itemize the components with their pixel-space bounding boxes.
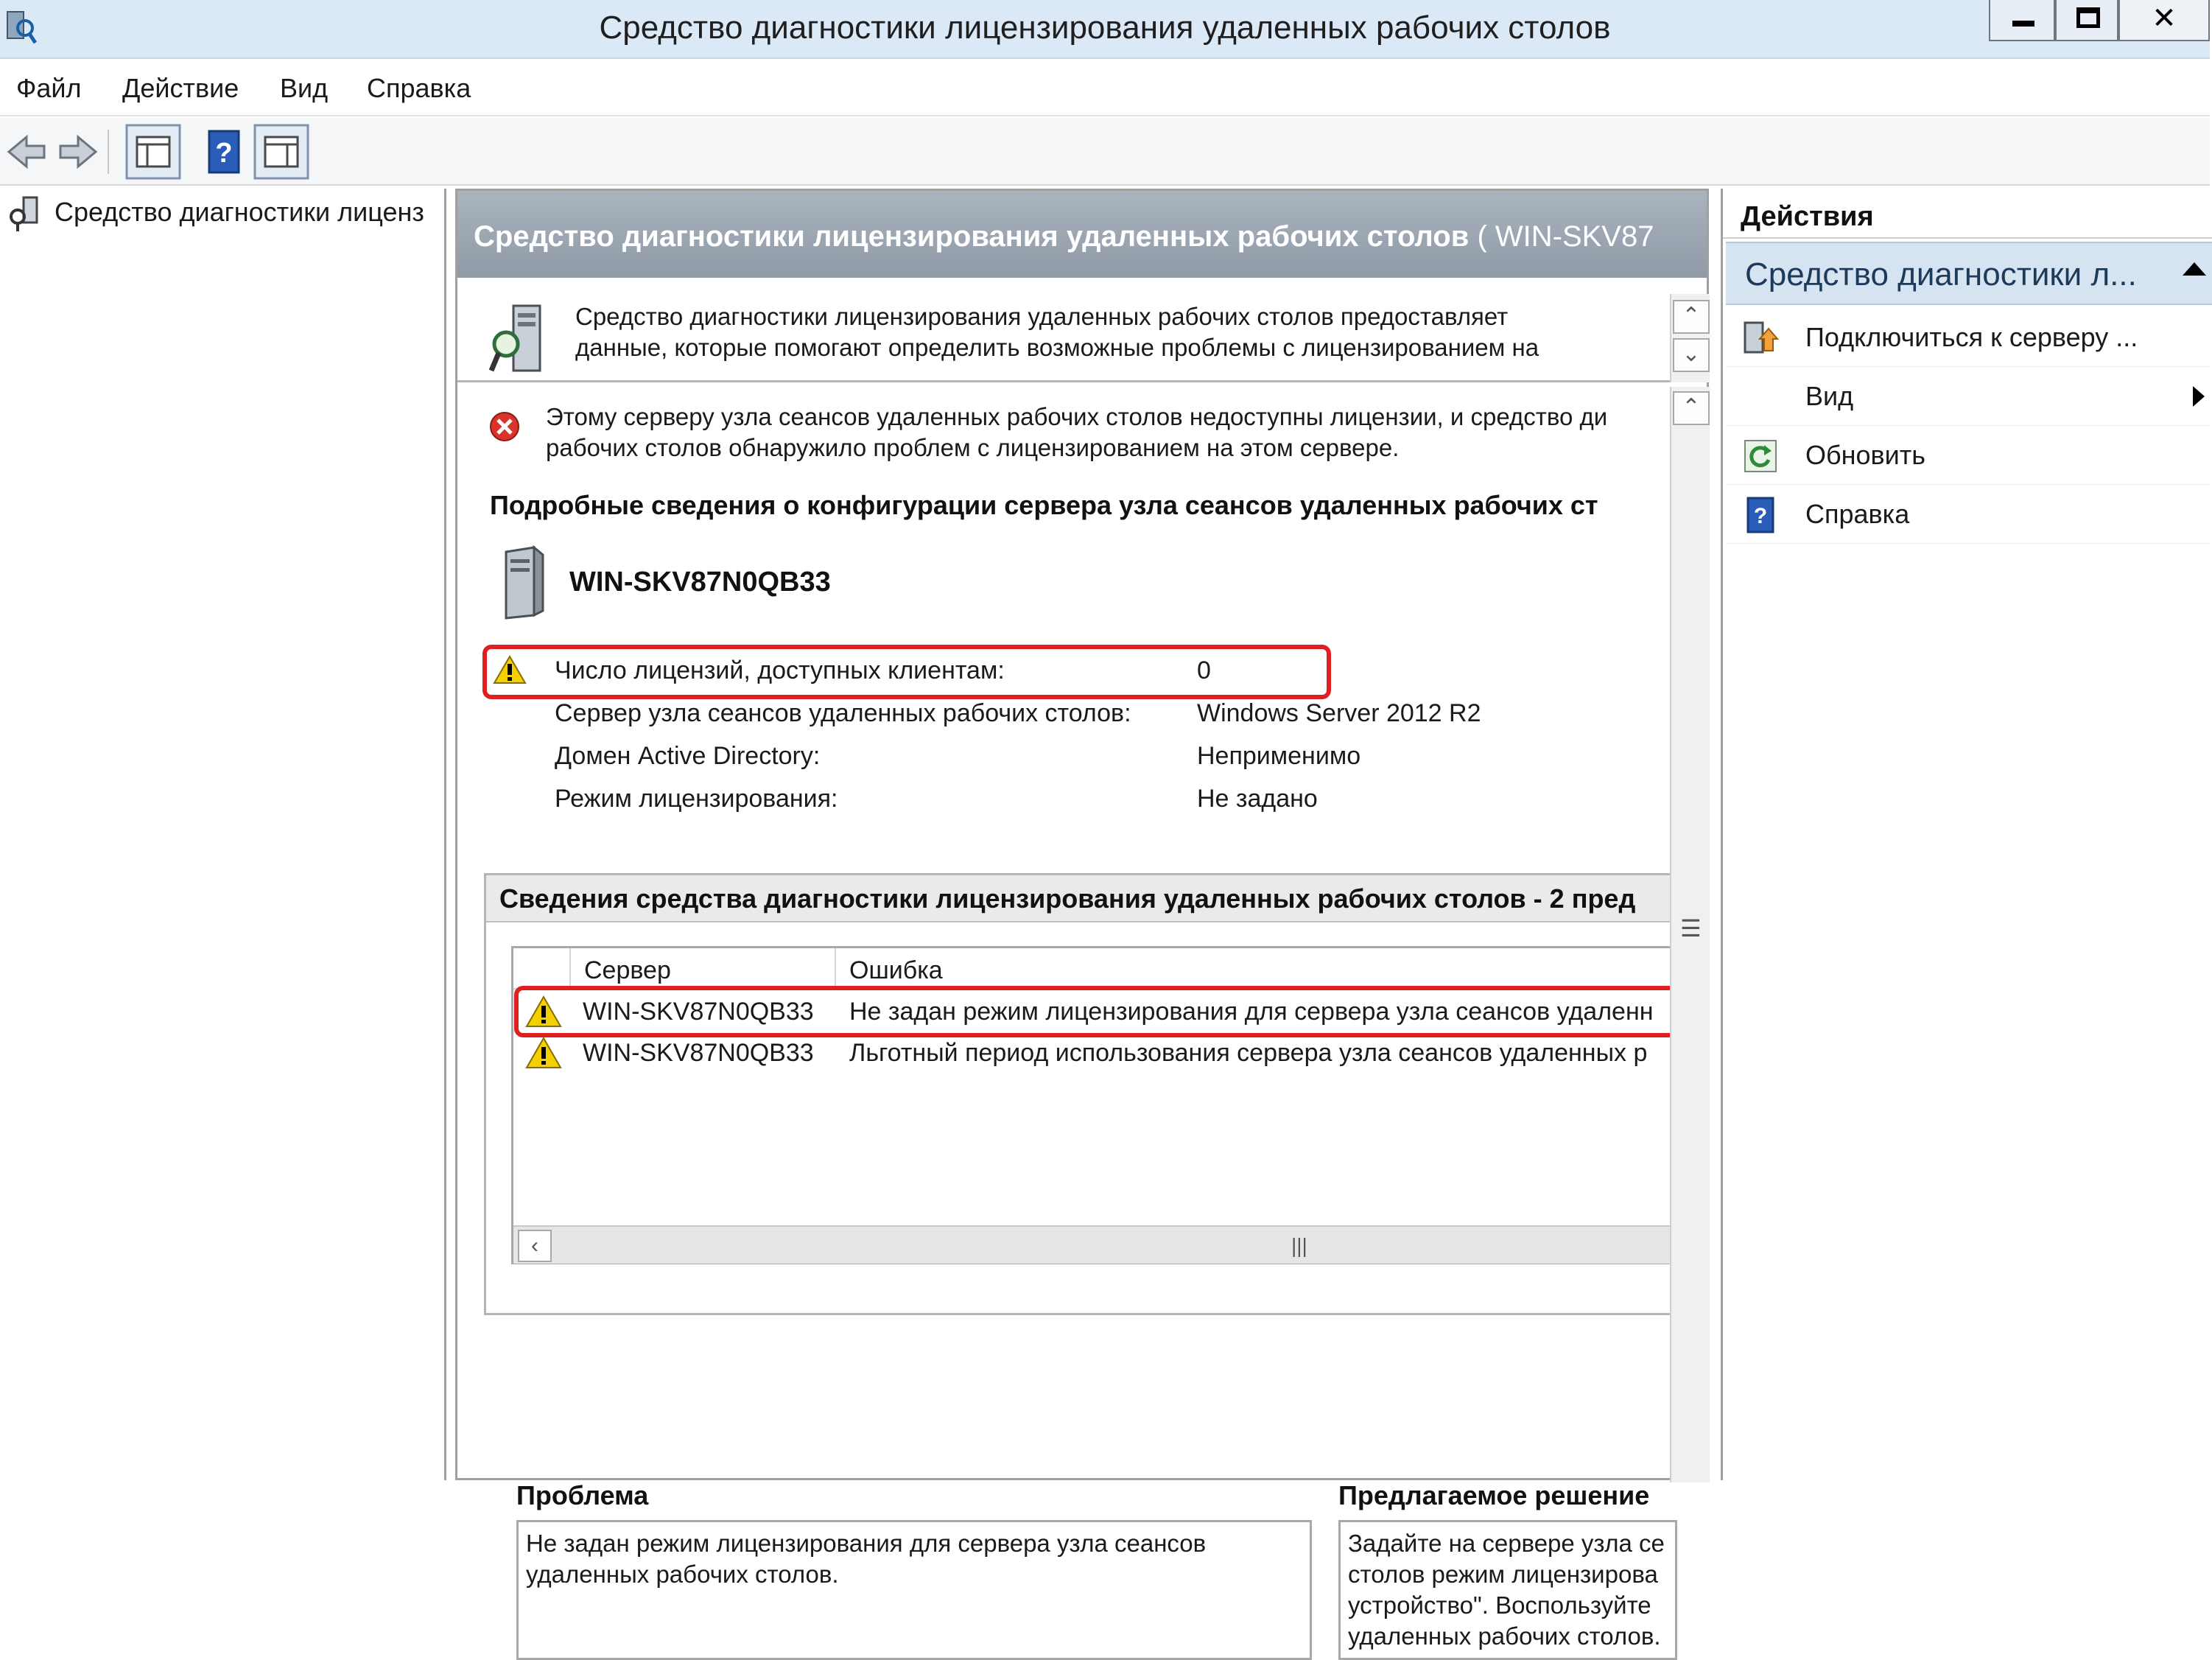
menu-bar [0,60,2210,116]
action-label: Справка [1805,499,1910,529]
solution-title: Предлагаемое решение [1338,1480,1650,1510]
config-label-licensing-mode: Режим лицензирования: [555,785,838,813]
column-header-error[interactable]: Ошибка [835,948,1696,990]
menu-file[interactable]: Файл [16,73,82,103]
solution-line-2: столов режим лицензирова [1348,1561,1658,1588]
row-error: Льготный период использования сервера узла сеансов удаленных р [849,1039,1648,1067]
show-tree-icon[interactable] [125,124,181,180]
results-vertical-scrollbar[interactable] [1670,387,1710,1482]
config-value-licensing-mode: Не задано [1197,785,1318,813]
description-panel [457,294,1707,382]
results-scroll-up[interactable]: ⌃ [1673,391,1710,425]
server-icon [496,544,547,621]
diagnostics-tool-icon [7,195,43,233]
row-server: WIN-SKV87N0QB33 [583,1039,814,1067]
solution-line-3: устройство". Воспользуйте [1348,1591,1651,1619]
config-section-title: Подробные сведения о конфигурации сервера узла сеансов удаленных рабочих ст [490,490,1598,520]
action-label: Подключиться к серверу ... [1805,322,2138,352]
close-button[interactable] [2118,0,2210,41]
problem-textbox[interactable] [516,1520,1312,1660]
row-server: WIN-SKV87N0QB33 [583,998,814,1026]
actions-header [1723,189,2212,239]
row-error: Не задан режим лицензирования для сервера узла сеансов удаленн [849,998,1654,1026]
center-header-server: ( WIN-SKV87 [1469,220,1654,253]
actions-header-label: Действия [1741,201,1874,232]
svg-text:?: ? [215,138,233,169]
action-label: Обновить [1805,440,1926,470]
window-title: Средство диагностики лицензирования удаленных рабочих столов [599,10,1611,46]
actions-group-header[interactable] [1726,242,2212,305]
solution-textbox[interactable] [1338,1520,1677,1660]
diagnostics-server-icon [487,303,546,377]
actions-pane [1721,189,2210,1480]
problem-line-2: удаленных рабочих столов. [526,1561,839,1588]
description-line-2: данные, которые помогают определить возможные проблемы с лицензированием на [575,334,1539,361]
toolbar-separator [108,130,109,174]
action-help[interactable] [1726,485,2209,544]
menu-help[interactable]: Справка [367,73,471,103]
collapse-arrow-icon[interactable] [2183,262,2206,276]
row-highlight-box [514,986,1694,1037]
description-scroll-up[interactable]: ⌃ [1673,300,1710,334]
results-content [457,387,1670,1650]
error-line-1: Этому серверу узла сеансов удаленных рабочих столов недоступны лицензии, и средство ди [546,403,1608,430]
action-refresh[interactable] [1726,426,2209,485]
results-group [484,873,1692,1315]
help-icon[interactable] [206,124,242,180]
solution-line-1: Задайте на сервере узла се [1348,1530,1665,1557]
action-view[interactable] [1726,367,2209,426]
results-title: Сведения средства диагностики лицензирования удаленных рабочих столов - 2 пред [499,883,1636,914]
tree-pane [0,189,446,1480]
description-scrollbar[interactable] [1670,294,1710,382]
table-row[interactable] [513,1032,1696,1074]
description-scroll-down[interactable]: ⌄ [1673,338,1710,372]
problem-title: Проблема [516,1480,649,1510]
maximize-icon [2076,7,2100,28]
config-value-licenses: 0 [1197,656,1211,684]
column-header-server[interactable]: Сервер [569,948,835,990]
results-horizontal-scrollbar[interactable] [513,1225,1696,1264]
config-value-session-host: Windows Server 2012 R2 [1197,699,1481,727]
action-label: Вид [1805,381,1854,411]
licenses-highlight-box [482,645,1331,699]
tree-root-label: Средство диагностики лиценз [55,197,424,227]
menu-view[interactable]: Вид [280,73,329,103]
results-list-header [513,948,1696,990]
config-label-licenses: Число лицензий, доступных клиентам: [555,656,1005,684]
results-title-bar [486,875,1694,922]
problem-line-1: Не задан режим лицензирования для сервера узла сеансов [526,1530,1207,1557]
connect-server-icon [1742,320,1779,357]
svg-text:?: ? [1753,504,1768,528]
center-pane [455,189,1709,1650]
description-line-1: Средство диагностики лицензирования удаленных рабочих столов предоставляет [575,303,1509,330]
config-value-ad-domain: Неприменимо [1197,742,1361,770]
forward-arrow-icon[interactable] [56,124,100,180]
title-bar [0,0,2210,59]
help-icon [1742,497,1779,533]
menu-action[interactable]: Действие [122,73,239,103]
scrollbar-grip-icon[interactable]: ☰ [1680,915,1702,942]
back-arrow-icon[interactable] [4,124,49,180]
config-label-session-host: Сервер узла сеансов удаленных рабочих столов: [555,699,1131,727]
server-name: WIN-SKV87N0QB33 [569,567,831,598]
maximize-button[interactable] [2055,0,2118,41]
close-icon: ✕ [2152,2,2177,35]
tree-root-item[interactable] [6,189,445,236]
warning-icon [525,1037,562,1069]
center-header [457,191,1707,278]
action-pane-icon[interactable] [253,124,309,180]
minimize-button[interactable] [1989,0,2055,41]
solution-line-4: удаленных рабочих столов. [1348,1622,1661,1650]
toolbar [0,118,2210,186]
error-line-2: рабочих столов обнаружило проблем с лицензированием на этом сервере. [546,434,1400,461]
actions-group-title: Средство диагностики л... [1745,256,2137,293]
config-label-ad-domain: Домен Active Directory: [555,742,821,770]
scrollbar-grip-icon[interactable]: ||| [1291,1234,1307,1257]
error-icon [488,410,521,443]
minimize-icon [2012,21,2034,27]
refresh-icon [1742,438,1779,474]
action-connect-server[interactable] [1726,308,2209,367]
center-header-title: Средство диагностики лицензирования удаленных рабочих столов [474,220,1470,253]
scroll-left-button[interactable]: ‹ [518,1230,552,1262]
submenu-arrow-icon [2193,386,2205,407]
